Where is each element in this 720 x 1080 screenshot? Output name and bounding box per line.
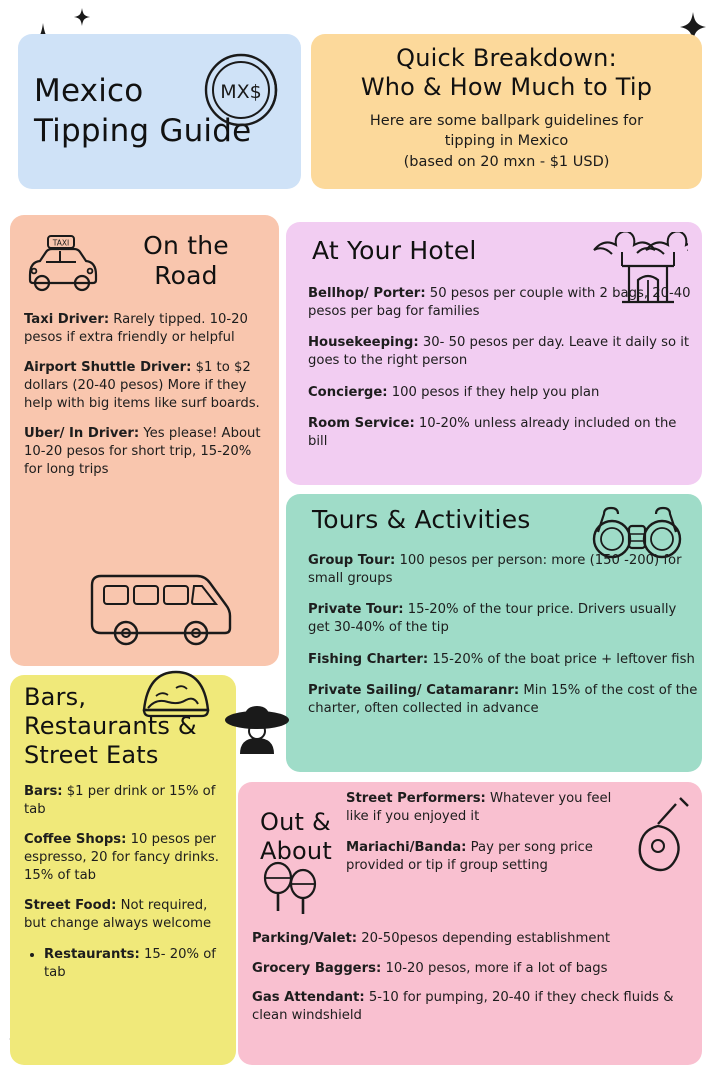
breakdown-title-line1: Quick Breakdown: (396, 44, 617, 72)
list-item (24, 425, 267, 478)
tours-item-text: 15-20% of the boat price + leftover fish (428, 651, 695, 667)
about-item-label: Parking/Valet: (252, 931, 358, 946)
hotel-item-text: 30- 50 pesos per day. Leave it daily so it goes to the right person (308, 335, 690, 369)
hotel-title: At Your Hotel (312, 236, 477, 265)
hotel-items (308, 285, 696, 465)
tours-item-text: 15-20% of the tour price. Drivers usually get 30-40% of the tip (308, 602, 677, 636)
poster-title-card (18, 34, 301, 189)
hotel-item-label: Concierge: (308, 384, 388, 400)
bars-title-line1: Bars, (24, 683, 87, 711)
tours-items (308, 552, 698, 732)
mariachi-icon (222, 700, 292, 756)
breakdown-sub-line1: Here are some ballpark guidelines for (369, 112, 644, 129)
road-item-label: Airport Shuttle Driver (24, 360, 187, 376)
hotel-item-label: Bellhop/ Porter (308, 286, 421, 301)
about-items-right (346, 790, 636, 889)
about-item-label: Grocery Baggers: (252, 960, 382, 976)
about-item-label: Gas Attendant: (252, 990, 365, 1006)
list-item (24, 311, 267, 346)
list-item (252, 930, 697, 948)
bars-item-text: 10 pesos per espresso, 20 for fancy drinks. 15% of tab (24, 832, 219, 883)
maracas-icon (258, 860, 322, 918)
list-item (24, 359, 267, 412)
coin-label: MX$ (220, 81, 262, 103)
about-item-text: 20-50pesos depending establishment (357, 931, 611, 946)
list-item (346, 839, 636, 874)
about-items-full (252, 930, 697, 1037)
bars-item-label: Coffee Shops: (24, 832, 127, 848)
road-item-label: Uber/ In Driver (24, 426, 134, 442)
taco-icon (140, 666, 212, 720)
out-and-about-card (238, 782, 702, 1065)
tours-card (286, 494, 702, 772)
road-title-line1: On the (143, 231, 229, 260)
list-item (308, 334, 696, 369)
road-item-label: Taxi Driver (24, 312, 104, 327)
breakdown-subtitle (325, 111, 688, 173)
road-item-sep: : (186, 360, 192, 376)
bars-bullet-list (24, 946, 226, 981)
sparkle-icon (74, 8, 90, 26)
quick-breakdown-card (311, 34, 702, 189)
about-item-text: 10-20 pesos, more if a lot of bags (381, 960, 608, 976)
list-item (308, 415, 696, 450)
list-item (308, 601, 698, 636)
hotel-item-text: 50 pesos per couple with 2 bags, 20-40 pesos per bag for families (308, 286, 691, 319)
list-item (308, 285, 696, 320)
list-item (308, 651, 698, 669)
bars-restaurants-card (10, 675, 236, 1065)
list-item (44, 946, 226, 981)
bars-item-label: Street Food: (24, 898, 117, 914)
list-item (24, 831, 226, 884)
taxi-car-icon (22, 233, 108, 295)
tours-item-label: Private Sailing/ Catamaranr: (308, 683, 520, 699)
about-item-text: Whatever you feel like if you enjoyed it (346, 791, 612, 824)
bars-bullet-text: 15- 20% of tab (44, 946, 216, 980)
bars-item-text: Not required, but change always welcome (24, 898, 212, 932)
breakdown-title-line2: Who & How Much to Tip (360, 72, 653, 101)
bars-item-text: $1 per drink or 15% of tab (24, 784, 216, 817)
about-title-line2: About (260, 836, 332, 865)
tours-item-label: Fishing Charter: (308, 651, 429, 667)
tours-item-label: Group Tour: (308, 553, 396, 568)
page-title-line1: Mexico (34, 73, 144, 109)
hotel-card (286, 222, 702, 485)
breakdown-sub-line2: tipping in Mexico (444, 133, 569, 150)
road-title-line2: Road (154, 260, 218, 290)
coin-icon (201, 48, 285, 132)
on-the-road-card (10, 215, 279, 666)
list-item (308, 552, 698, 587)
tours-item-text: 100 pesos per person: more (150 -200) for small groups (308, 553, 682, 586)
list-item (252, 960, 697, 978)
hotel-item-sep: : (420, 286, 426, 301)
tours-item-label: Private Tour: (308, 602, 404, 618)
road-item-text: Rarely tipped. 10-20 pesos if extra friendly or helpful (24, 312, 248, 345)
road-items (24, 311, 267, 492)
hotel-item-text: 100 pesos if they help you plan (387, 384, 600, 400)
tours-title: Tours & Activities (312, 505, 531, 534)
bars-item-label: Bars: (24, 784, 63, 799)
about-item-text: Pay per song price provided or tip if group setting (346, 840, 593, 874)
list-item (346, 790, 636, 825)
bars-title-line3: Street Eats (24, 740, 159, 769)
road-item-text: Yes please! About 10-20 pesos for short trip, 15-20% for long trips (24, 426, 261, 477)
shuttle-van-icon (82, 565, 232, 651)
list-item (308, 682, 698, 717)
list-item (308, 384, 696, 402)
bars-items (24, 783, 226, 981)
hotel-item-sep: : (409, 416, 415, 432)
about-item-label: Street Performers: (346, 791, 486, 806)
bars-title-line2: Restaurants & (24, 711, 197, 740)
guitar-icon (630, 794, 692, 880)
list-item (24, 783, 226, 818)
about-title-line1: Out & (260, 808, 331, 836)
road-item-sep: : (103, 312, 110, 327)
bars-bullet-label: Restaurants: (44, 946, 140, 962)
road-item-sep: : (133, 426, 140, 442)
hotel-item-text: 10-20% unless already included on the bill (308, 416, 677, 450)
hotel-item-label: Housekeeping: (308, 335, 419, 351)
list-item (252, 989, 697, 1024)
breakdown-title (325, 44, 688, 102)
tours-item-text: Min 15% of the cost of the charter, often collected in advance (308, 683, 698, 717)
road-title (111, 231, 261, 290)
about-item-text: 5-10 for pumping, 20-40 if they check fluids & clean windshield (252, 990, 674, 1024)
page-title-line2: Tipping Guide (34, 112, 252, 149)
list-item (24, 897, 226, 932)
road-item-text: $1 to $2 dollars (20-40 pesos) More if they help with big items like surf boards. (24, 360, 260, 411)
svg-text:TAXI: TAXI (52, 238, 70, 248)
breakdown-sub-line3: (based on 20 mxn - $1 USD) (403, 153, 610, 170)
hotel-item-label: Room Service (308, 416, 410, 432)
about-item-label: Mariachi/Banda: (346, 840, 467, 856)
